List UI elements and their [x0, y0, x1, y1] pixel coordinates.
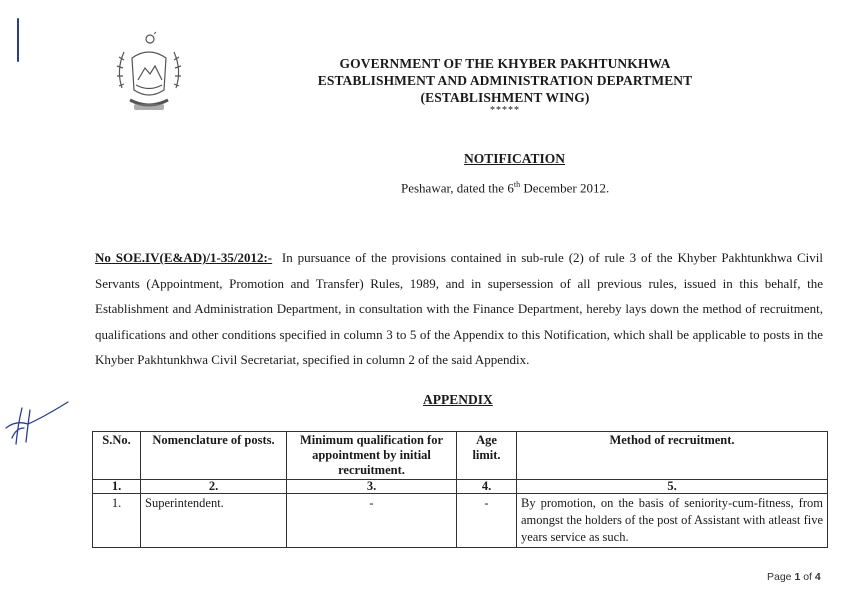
body-text: In pursuance of the provisions contained in sub-rule (2) of rule 3 of the Khyber Pakhtunkhwa Civil Servants (Appointment, Promotion and Transfer) Rules, 1989, and in supersession of all previous rules, issued in this behalf, the Establishment and Administration Department, in consultation with the Finance Department, hereby lays down the method of recruitment, qualifications and other conditions specified in column 3 to 5 of the Appendix to this Notification, which shall be applicable to posts in the Khyber Pakhtunkhwa Civil Secretariat, specified in column 2 of the said Appendix. — [95, 250, 823, 367]
column-number-row — [93, 480, 828, 494]
notification-title: NOTIFICATION — [464, 151, 566, 166]
footer-middle: of — [800, 571, 815, 583]
column-number: 2. — [141, 480, 287, 494]
place-date-prefix: Peshawar, dated the 6 — [401, 180, 514, 196]
row-age-limit: - — [457, 494, 517, 548]
row-qualification: - — [287, 494, 457, 548]
header-nomenclature: Nomenclature of posts. — [141, 432, 287, 480]
header-line-department: ESTABLISHMENT AND ADMINISTRATION DEPARTMENT — [317, 73, 693, 88]
appendix-title: APPENDIX — [423, 392, 493, 407]
header-qualification: Minimum qualification for appointment by initial recruitment. — [287, 432, 457, 480]
signature-icon — [2, 398, 72, 448]
column-number: 5. — [517, 480, 828, 494]
header-sno: S.No. — [93, 432, 141, 480]
row-sno: 1. — [93, 494, 141, 548]
row-post: Superintendent. — [141, 494, 287, 548]
footer-total-pages: 4 — [814, 571, 821, 583]
header-line-wing: (ESTABLISHMENT WING) — [420, 90, 590, 105]
notification-body — [95, 245, 823, 373]
place-date-suffix: December 2012. — [520, 180, 610, 196]
table-header-row — [93, 432, 828, 480]
header-age-limit: Age limit. — [457, 432, 517, 480]
column-number: 3. — [287, 480, 457, 494]
reference-number: No SOE.IV(E&AD)/1-35/2012:- — [95, 250, 273, 265]
department-header — [290, 55, 720, 116]
header-stars: ***** — [490, 105, 520, 116]
footer-prefix: Page — [767, 571, 795, 583]
header-method: Method of recruitment. — [517, 432, 828, 480]
row-method: By promotion, on the basis of seniority-cum-fitness, from amongst the holders of the post of Assistant with atleast five years service as such. — [517, 494, 828, 548]
page-footer — [767, 571, 821, 583]
appendix-table — [92, 431, 828, 548]
margin-pen-mark — [17, 18, 19, 62]
column-number: 4. — [457, 480, 517, 494]
place-date-line — [401, 180, 609, 196]
table-row — [93, 494, 828, 548]
header-line-government: GOVERNMENT OF THE KHYBER PAKHTUNKHWA — [339, 56, 671, 71]
government-emblem-icon — [110, 30, 188, 122]
date-superscript: th — [513, 180, 521, 189]
column-number: 1. — [93, 480, 141, 494]
footer-current-page: 1 — [794, 571, 801, 583]
